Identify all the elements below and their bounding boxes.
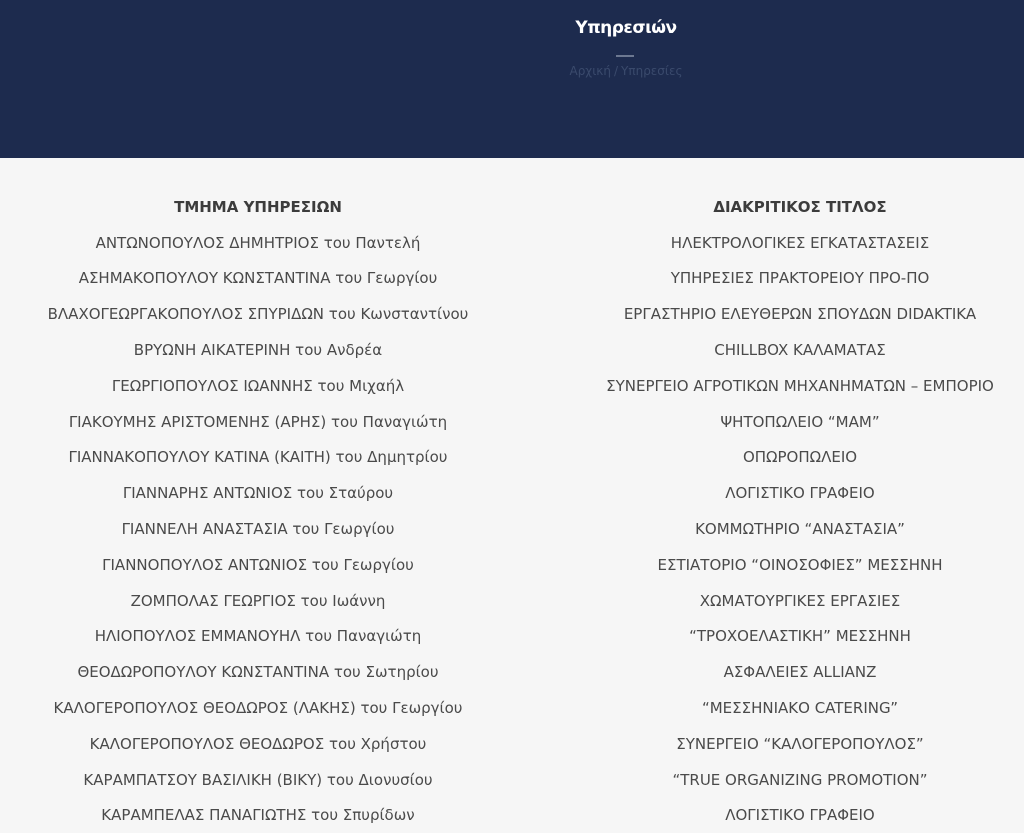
breadcrumb: [0, 64, 1024, 78]
table-header-row: [0, 189, 1024, 225]
business-title-cell: ΟΠΩΡΟΠΩΛΕΙΟ: [742, 448, 858, 467]
services-directory-table: [0, 189, 1024, 833]
table-row: [0, 762, 1024, 798]
table-row: [0, 440, 1024, 476]
title-divider: [616, 55, 634, 57]
owner-name-cell: ΑΝΤΩΝΟΠΟΥΛΟΣ ΔΗΜΗΤΡΙΟΣ του Παντελή: [95, 233, 421, 252]
business-title-cell: ΕΣΤΙΑΤΟΡΙΟ “ΟΙΝΟΣΟΦΙΕΣ” ΜΕΣΣΗΝΗ: [657, 555, 943, 574]
table-row: [0, 511, 1024, 547]
business-title-cell: ΥΠΗΡΕΣΙΕΣ ΠΡΑΚΤΟΡΕΙΟΥ ΠΡΟ-ΠΟ: [670, 269, 930, 288]
table-row: [0, 583, 1024, 619]
table-row: [0, 368, 1024, 404]
breadcrumb-current: Υπηρεσίες: [621, 64, 683, 78]
owner-name-cell: ΓΙΑΝΝΑΚΟΠΟΥΛΟΥ ΚΑΤΙΝΑ (ΚΑΙΤΗ) του Δημητρίου: [68, 448, 448, 467]
table-row: [0, 225, 1024, 261]
breadcrumb-home-link[interactable]: Αρχική: [569, 64, 611, 78]
table-row: [0, 798, 1024, 833]
owner-name-cell: ΚΑΡΑΜΠΕΛΑΣ ΠΑΝΑΓΙΩΤΗΣ του Σπυρίδων: [101, 806, 415, 825]
table-row: [0, 261, 1024, 297]
table-row: [0, 619, 1024, 655]
business-title-cell: ΑΣΦΑΛΕΙΕΣ ALLIANZ: [723, 663, 877, 682]
table-row: [0, 296, 1024, 332]
owner-name-cell: ΓΙΑΝΝΑΡΗΣ ΑΝΤΩΝΙΟΣ του Σταύρου: [122, 484, 394, 503]
owner-name-cell: ΒΛΑΧΟΓΕΩΡΓΑΚΟΠΟΥΛΟΣ ΣΠΥΡΙΔΩΝ του Κωνσταντίνου: [47, 305, 469, 324]
business-title-cell: ΨΗΤΟΠΩΛΕΙΟ “ΜΑΜ”: [720, 412, 880, 431]
table-row: [0, 404, 1024, 440]
business-title-cell: ΗΛΕΚΤΡΟΛΟΓΙΚΕΣ ΕΓΚΑΤΑΣΤΑΣΕΙΣ: [670, 233, 930, 252]
table-row: [0, 332, 1024, 368]
owner-name-cell: ΑΣΗΜΑΚΟΠΟΥΛΟΥ ΚΩΝΣΤΑΝΤΙΝΑ του Γεωργίου: [78, 269, 438, 288]
owner-name-cell: ΓΙΑΝΝΟΠΟΥΛΟΣ ΑΝΤΩΝΙΟΣ του Γεωργίου: [102, 555, 414, 574]
table-row: [0, 475, 1024, 511]
table-row: [0, 726, 1024, 762]
business-title-cell: ΛΟΓΙΣΤΙΚΟ ΓΡΑΦΕΙΟ: [725, 806, 875, 825]
owner-name-cell: ΗΛΙΟΠΟΥΛΟΣ ΕΜΜΑΝΟΥΗΛ του Παναγιώτη: [94, 627, 422, 646]
table-body: [0, 225, 1024, 833]
column-header-owner: ΤΜΗΜΑ ΥΠΗΡΕΣΙΩΝ: [174, 197, 342, 216]
breadcrumb-separator: /: [613, 64, 619, 78]
owner-name-cell: ΓΙΑΚΟΥΜΗΣ ΑΡΙΣΤΟΜΕΝΗΣ (ΑΡΗΣ) του Παναγιώτη: [68, 412, 448, 431]
table-row: [0, 654, 1024, 690]
table-row: [0, 690, 1024, 726]
owner-name-cell: ΘΕΟΔΩΡΟΠΟΥΛΟΥ ΚΩΝΣΤΑΝΤΙΝΑ του Σωτηρίου: [77, 663, 439, 682]
business-title-cell: “ΤΡΟΧΟΕΛΑΣΤΙΚΗ” ΜΕΣΣΗΝΗ: [689, 627, 911, 646]
business-title-cell: ΕΡΓΑΣΤΗΡΙΟ ΕΛΕΥΘΕΡΩΝ ΣΠΟΥΔΩΝ DIDAKTIKA: [623, 305, 977, 324]
business-title-cell: CHILLBOX ΚΑΛΑΜΑΤΑΣ: [714, 341, 886, 360]
owner-name-cell: ΚΑΡΑΜΠΑΤΣΟΥ ΒΑΣΙΛΙΚΗ (ΒΙΚΥ) του Διονυσίου: [83, 770, 433, 789]
business-title-cell: “ΜΕΣΣΗΝΙΑΚΟ CATERING”: [701, 699, 899, 718]
business-title-cell: ΣΥΝΕΡΓΕΙΟ “ΚΑΛΟΓΕΡΟΠΟΥΛΟΣ”: [676, 734, 924, 753]
column-header-title: ΔΙΑΚΡΙΤΙΚΟΣ ΤΙΤΛΟΣ: [713, 197, 887, 216]
business-title-cell: “TRUE ORGANIZING PROMOTION”: [672, 770, 928, 789]
business-title-cell: ΚΟΜΜΩΤΗΡΙΟ “ΑΝΑΣΤΑΣΙΑ”: [695, 520, 905, 539]
business-title-cell: ΧΩΜΑΤΟΥΡΓΙΚΕΣ ΕΡΓΑΣΙΕΣ: [699, 591, 901, 610]
owner-name-cell: ΓΕΩΡΓΙΟΠΟΥΛΟΣ ΙΩΑΝΝΗΣ του Μιχαήλ: [111, 376, 405, 395]
owner-name-cell: ΒΡΥΩΝΗ ΑΙΚΑΤΕΡΙΝΗ του Ανδρέα: [133, 341, 383, 360]
business-title-cell: ΣΥΝΕΡΓΕΙΟ ΑΓΡΟΤΙΚΩΝ ΜΗΧΑΝΗΜΑΤΩΝ – ΕΜΠΟΡΙΟ: [606, 376, 994, 395]
page-title: Υπηρεσιών: [575, 18, 677, 38]
owner-name-cell: ΚΑΛΟΓΕΡΟΠΟΥΛΟΣ ΘΕΟΔΩΡΟΣ του Χρήστου: [89, 734, 427, 753]
page-hero: [0, 0, 1024, 158]
table-row: [0, 547, 1024, 583]
owner-name-cell: ΚΑΛΟΓΕΡΟΠΟΥΛΟΣ ΘΕΟΔΩΡΟΣ (ΛΑΚΗΣ) του Γεωργίου: [53, 699, 463, 718]
business-title-cell: ΛΟΓΙΣΤΙΚΟ ΓΡΑΦΕΙΟ: [725, 484, 875, 503]
owner-name-cell: ΓΙΑΝΝΕΛΗ ΑΝΑΣΤΑΣΙΑ του Γεωργίου: [121, 520, 395, 539]
owner-name-cell: ΖΟΜΠΟΛΑΣ ΓΕΩΡΓΙΟΣ του Ιωάννη: [130, 591, 386, 610]
